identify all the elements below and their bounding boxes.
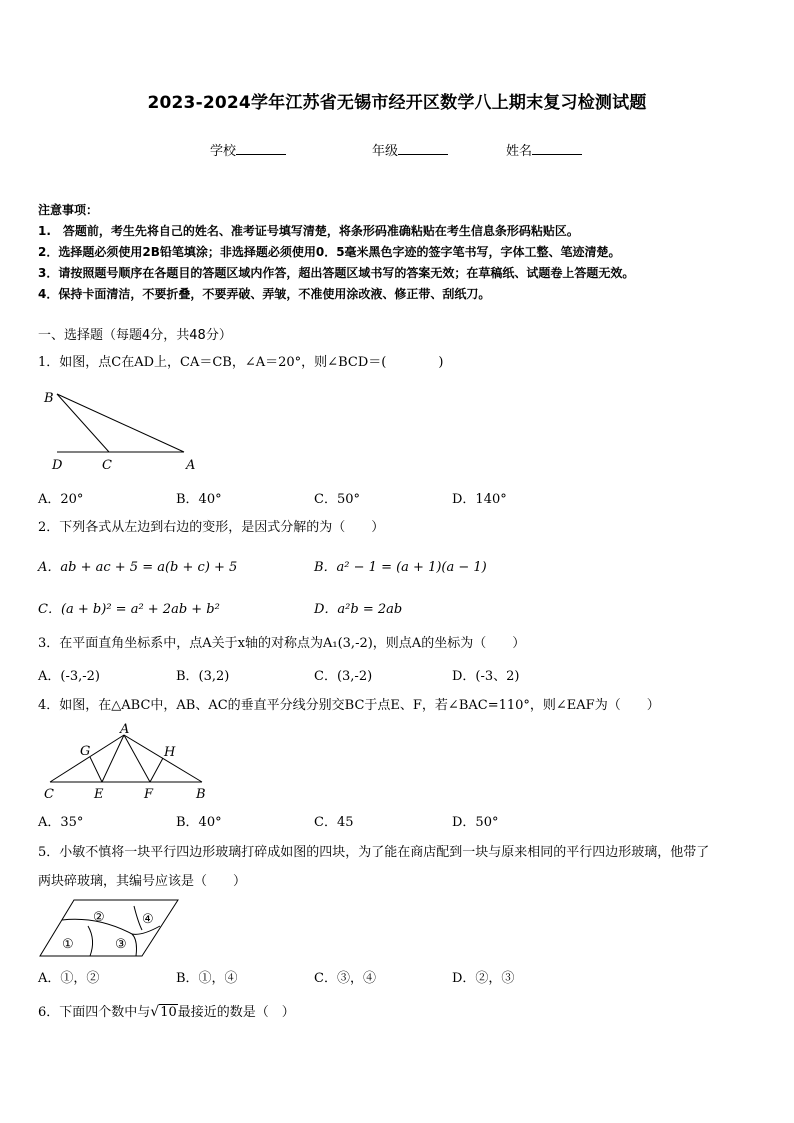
q6-sqrt-value: 10 (160, 1005, 177, 1020)
q5-option-b: B．①，④ (176, 971, 238, 986)
q4-label-g: G (80, 744, 91, 759)
question-3-stem: 3．在平面直角坐标系中，点A关于x轴的对称点为A₁(3,-2)，则点A的坐标为（ ） (38, 636, 526, 651)
q3-option-d: D．(-3、2) (452, 669, 520, 684)
q4-label-c: C (44, 787, 54, 802)
q6-stem-pre: 6．下面四个数中与 (38, 1005, 151, 1020)
q1-option-a: A．20° (38, 492, 84, 507)
q4-option-b: B．40° (176, 815, 222, 830)
page-title: 2023-2024学年江苏省无锡市经开区数学八上期末复习检测试题 (147, 93, 647, 113)
section-heading: 一、选择题（每题4分，共48分） (38, 328, 232, 343)
note-item: 1. 答题前，考生先将自己的姓名、准考证号填写清楚，将条形码准确粘贴在考生信息条形码粘贴区。 (38, 224, 579, 238)
q1-option-d: D．140° (452, 492, 507, 507)
q5-piece-2-label: ② (93, 910, 105, 925)
question-6-stem (38, 1002, 295, 1023)
note-item: 2．选择题必须使用2B铅笔填涂；非选择题必须使用0．5毫米黑色字迹的签字笔书写，字体工整、笔迹清楚。 (38, 245, 621, 259)
school-label: 学校 (210, 144, 237, 159)
q3-option-c: C．(3,-2) (314, 669, 373, 684)
notes-heading: 注意事项： (38, 203, 99, 217)
question-2-stem: 2．下列各式从左边到右边的变形，是因式分解的为（ ） (38, 520, 385, 535)
grade-field (372, 140, 448, 159)
question-1-stem: 1．如图，点C在AD上，CA＝CB，∠A＝20°，则∠BCD＝( ) (38, 355, 444, 370)
name-field (506, 140, 582, 159)
grade-label: 年级 (372, 144, 399, 159)
q4-label-h: H (164, 745, 176, 760)
q5-piece-4-label: ④ (142, 912, 154, 927)
q5-option-c: C．③，④ (314, 971, 376, 986)
sqrt-icon: √ (150, 1004, 160, 1020)
q4-option-d: D．50° (452, 815, 499, 830)
q1-option-b: B．40° (176, 492, 222, 507)
q2-option-a: A．ab + ac + 5 = a(b + c) + 5 (38, 560, 238, 575)
q4-label-f: F (144, 787, 154, 802)
q1-label-b: B (44, 391, 54, 406)
question-5-stem-line1: 5．小敏不慎将一块平行四边形玻璃打碎成如图的四块，为了能在商店配到一块与原来相同的平行四边形玻璃，他带了 (38, 845, 710, 860)
notes-block (38, 200, 634, 305)
q2-option-b: B．a² − 1 = (a + 1)(a − 1) (314, 560, 487, 575)
name-label: 姓名 (506, 144, 533, 159)
note-item: 3．请按照题号顺序在各题目的答题区域内作答，超出答题区域书写的答案无效；在草稿纸、试题卷上答题无效。 (38, 266, 635, 280)
school-field (210, 140, 286, 159)
q5-parallelogram-figure (38, 896, 188, 960)
q2-option-c: C．(a + b)² = a² + 2ab + b² (38, 602, 220, 617)
q3-option-b: B．(3,2) (176, 669, 230, 684)
q5-piece-1-label: ① (62, 937, 74, 952)
q6-stem-post: 最接近的数是（ ） (177, 1005, 295, 1020)
q5-option-d: D．②，③ (452, 971, 515, 986)
q4-option-a: A．35° (38, 815, 84, 830)
q4-label-b: B (196, 787, 206, 802)
q4-triangle-figure (38, 722, 218, 804)
q1-label-a: A (186, 458, 196, 473)
q5-piece-3-label: ③ (115, 937, 127, 952)
q4-option-c: C．45 (314, 815, 354, 830)
q1-label-d: D (52, 458, 63, 473)
q1-triangle-figure (38, 386, 208, 474)
note-item: 4．保持卡面清洁，不要折叠，不要弄破、弄皱，不准使用涂改液、修正带、刮纸刀。 (38, 287, 491, 301)
question-4-stem: 4．如图，在△ABC中，AB、AC的垂直平分线分别交BC于点E、F，若∠BAC=110°，则∠EAF为（ ） (38, 698, 660, 713)
q1-option-c: C．50° (314, 492, 360, 507)
q1-label-c: C (102, 458, 112, 473)
q2-option-d: D．a²b = 2ab (314, 602, 403, 617)
q5-option-a: A．①，② (38, 971, 100, 986)
q4-label-e: E (94, 787, 104, 802)
q3-option-a: A．(-3,-2) (38, 669, 100, 684)
question-5-stem-line2: 两块碎玻璃，其编号应该是（ ） (38, 874, 247, 889)
q4-label-a: A (120, 722, 130, 737)
